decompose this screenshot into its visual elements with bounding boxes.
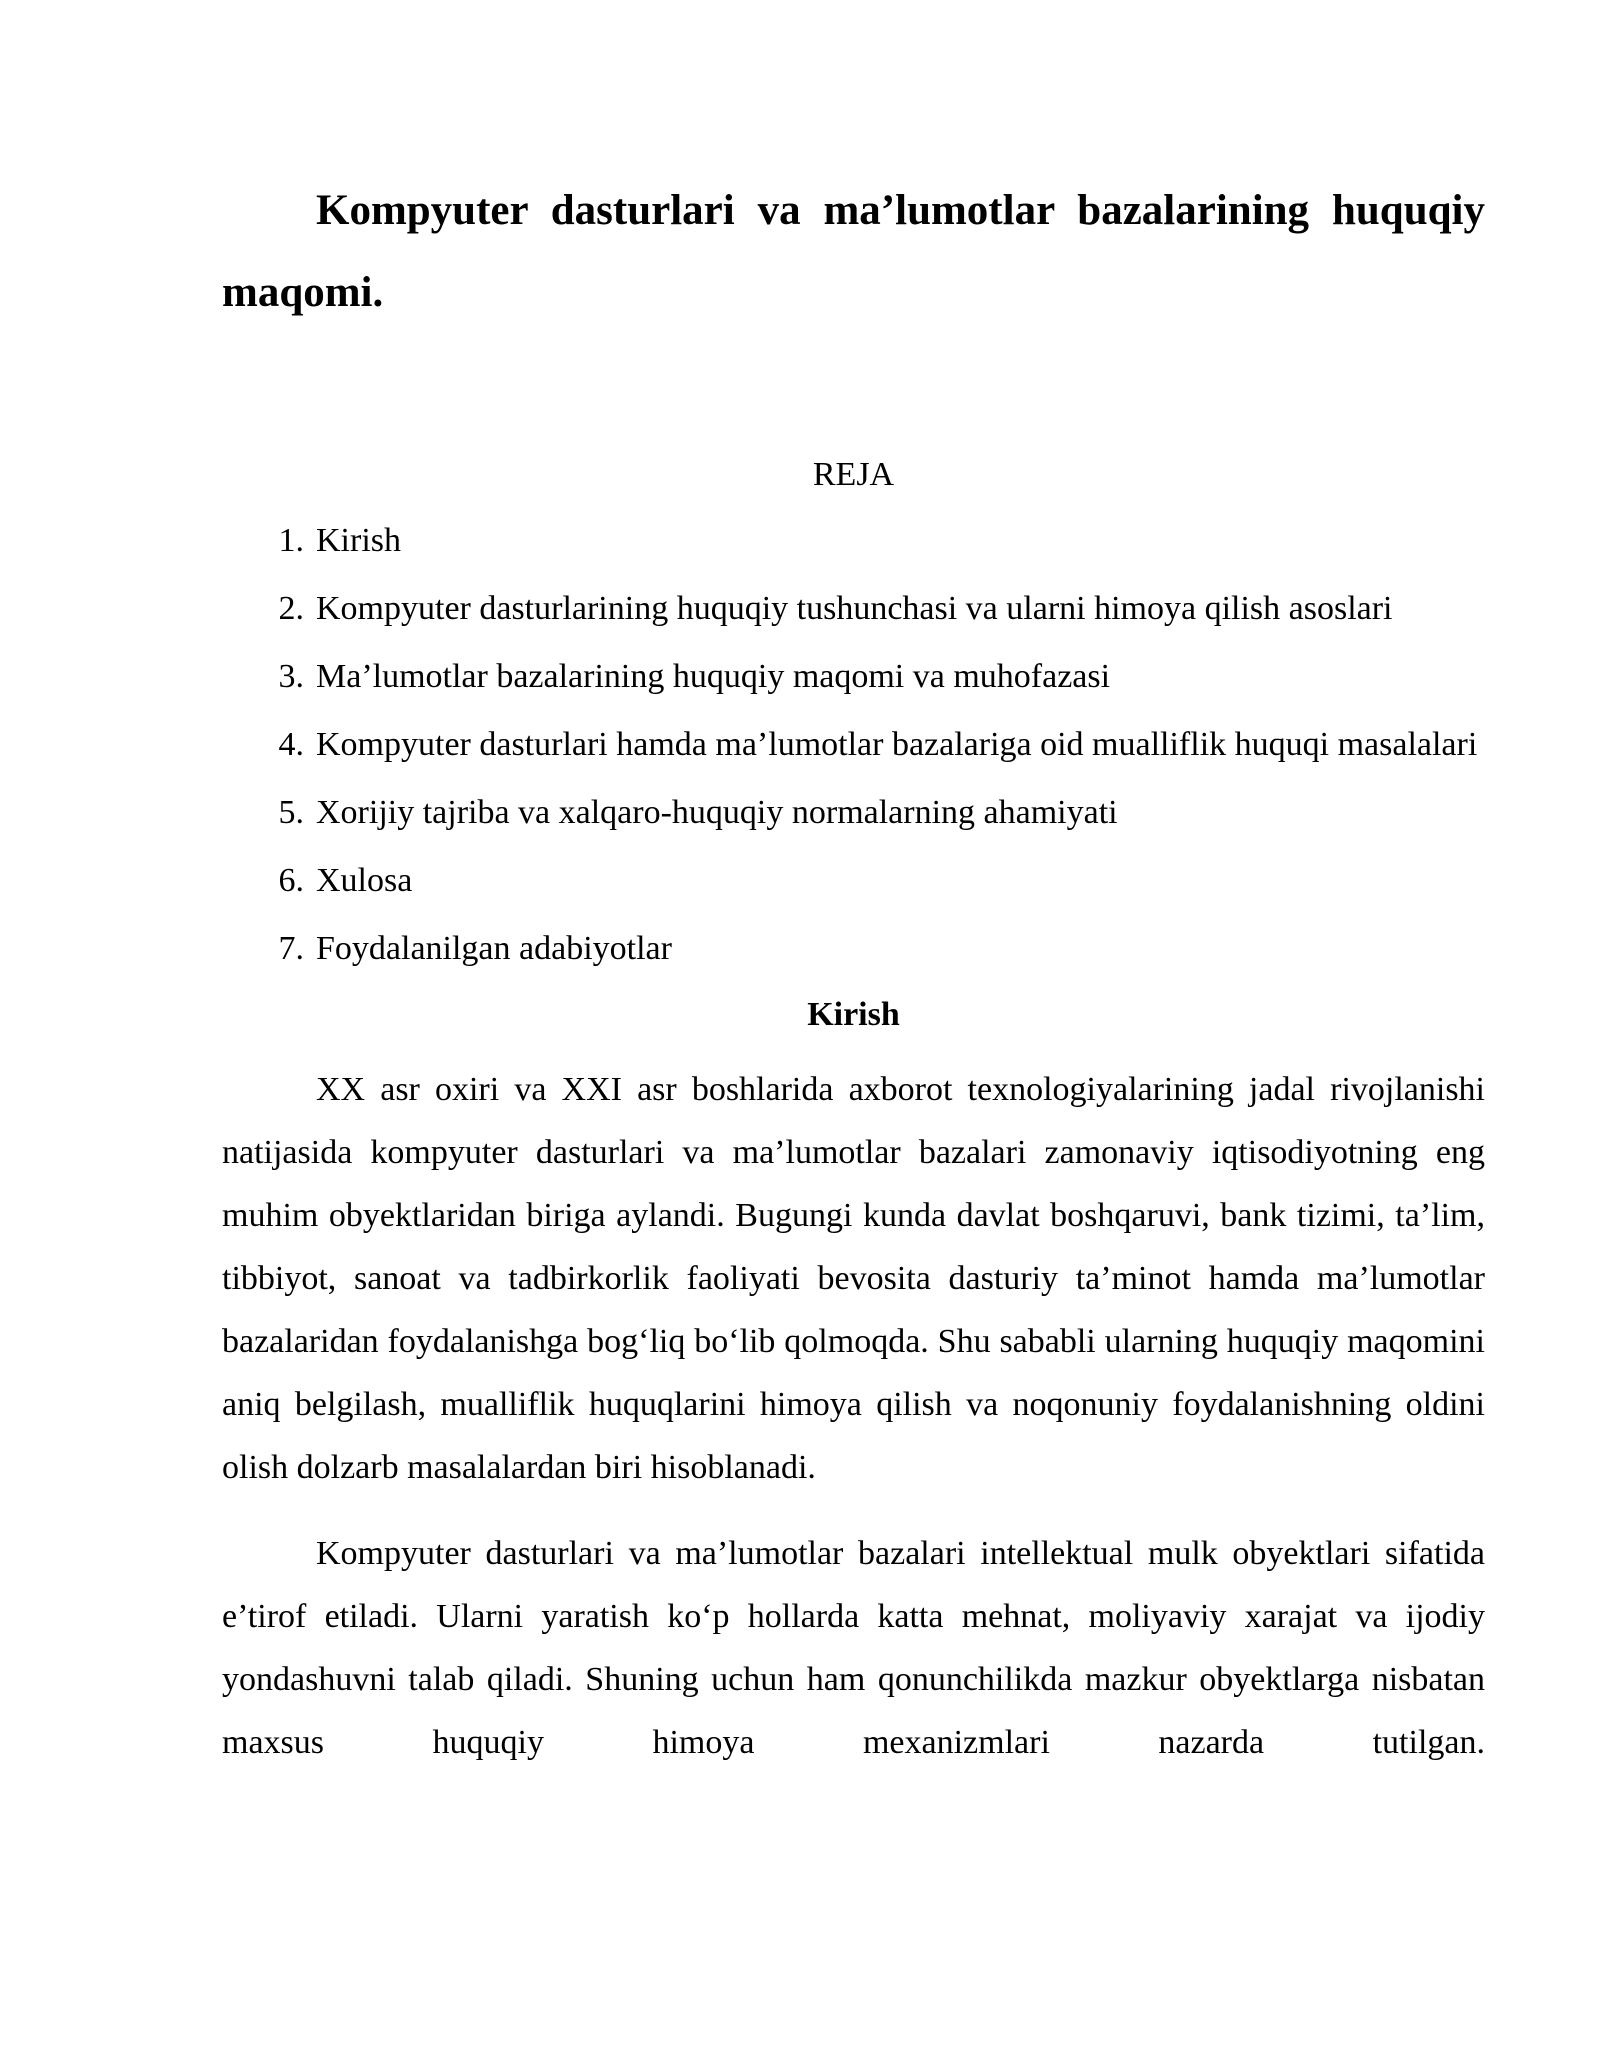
plan-item-number: 1.	[278, 522, 304, 559]
plan-item-text: Kirish	[316, 522, 401, 559]
plan-item	[222, 584, 1485, 634]
plan-item-number: 7.	[278, 930, 304, 967]
plan-item	[222, 788, 1485, 838]
plan-item-text: Xulosa	[316, 862, 413, 899]
plan-item-number: 6.	[278, 862, 304, 899]
document-body	[222, 170, 1485, 1774]
plan-item-number: 3.	[278, 658, 304, 695]
plan-item-number: 5.	[278, 794, 304, 831]
plan-item-number: 4.	[278, 726, 304, 763]
plan-item	[222, 652, 1485, 702]
plan-item-text: Ma’lumotlar bazalarining huquqiy maqomi va muhofazasi	[316, 658, 1111, 695]
plan-item-text: Xorijiy tajriba va xalqaro-huquqiy normalarning ahamiyati	[316, 794, 1118, 831]
plan-item	[222, 924, 1485, 974]
plan-item-text: Foydalanilgan adabiyotlar	[316, 930, 672, 967]
plan-item-text: Kompyuter dasturlarining huquqiy tushunchasi va ularni himoya qilish asoslari	[316, 590, 1393, 627]
plan-list	[222, 516, 1485, 974]
plan-item	[222, 516, 1485, 566]
plan-item	[222, 856, 1485, 906]
plan-item	[222, 720, 1485, 770]
document-title: Kompyuter dasturlari va ma’lumotlar bazalarining huquqiy maqomi.	[222, 187, 1485, 316]
section-heading: Kirish	[807, 996, 900, 1033]
plan-heading: REJA	[812, 456, 895, 493]
plan-item-number: 2.	[278, 590, 304, 627]
plan-item-text: Kompyuter dasturlari hamda ma’lumotlar bazalariga oid mualliflik huquqi masalalari	[316, 726, 1478, 763]
body-paragraph: Kompyuter dasturlari va ma’lumotlar bazalari intellektual mulk obyektlari sifatida e’tirof etiladi. Ularni yaratish ko‘p hollarda katta mehnat, moliyaviy xarajat va ijodiy yondashuvni talab qiladi. Shuning uchun ham qonunchilikda mazkur obyektlarga nisbatan maxsus huquqiy himoya mexanizmlari nazarda tutilgan.	[222, 1535, 1485, 1761]
body-paragraph: XX asr oxiri va XXI asr boshlarida axborot texnologiyalarining jadal rivojlanishi natijasida kompyuter dasturlari va ma’lumotlar bazalari zamonaviy iqtisodiyotning eng muhim obyektlaridan biriga aylandi. Bugungi kunda davlat boshqaruvi, bank tizimi, ta’lim, tibbiyot, sanoat va tadbirkorlik faoliyati bevosita dasturiy ta’minot hamda ma’lumotlar bazalaridan foydalanishga bog‘liq bo‘lib qolmoqda. Shu sababli ularning huquqiy maqomini aniq belgilash, mualliflik huquqlarini himoya qilish va noqonuniy foydalanishning oldini olish dolzarb masalalardan biri hisoblanadi.	[222, 1071, 1485, 1486]
